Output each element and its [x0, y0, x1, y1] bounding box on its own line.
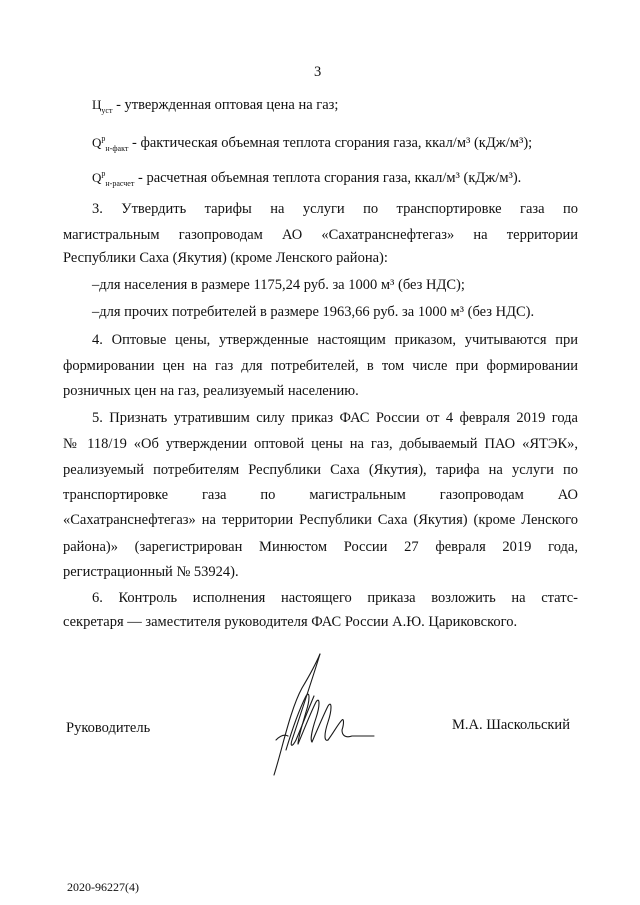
- definition-superscript: р: [101, 169, 106, 179]
- signatory-title: Руководитель: [66, 720, 151, 736]
- document-code: 2020-96227(4): [67, 880, 139, 894]
- item5-line: регистрационный № 53924).: [63, 564, 239, 580]
- item5-line: реализуемый потребителям Республики Саха (Якутия), тарифа на услуги по: [63, 462, 578, 478]
- item4-line: формировании цен на газ для потребителей, в том числе при формировании: [63, 358, 578, 374]
- definition-calc-heat: [92, 169, 521, 187]
- signatory-name: М.А. Шаскольский: [452, 717, 570, 733]
- definition-text: - расчетная объемная теплота сгорания газа, ккал/м³ (кДж/м³).: [134, 170, 522, 186]
- definition-subscript: н-расчет: [105, 178, 135, 188]
- item5-line: 5. Признать утратившим силу приказ ФАС России от 4 февраля 2019 года: [92, 410, 578, 426]
- item3-line: магистральным газопроводам АО «Сахатранснефтегаз» на территории: [63, 227, 578, 243]
- item3-bullet: –для населения в размере 1175,24 руб. за 1000 м³ (без НДС);: [92, 277, 465, 293]
- item6-line: секретаря — заместителя руководителя ФАС России А.Ю. Цариковского.: [63, 614, 518, 630]
- definition-symbol: Ц: [92, 97, 102, 112]
- definition-superscript: р: [101, 134, 106, 144]
- item6-line: 6. Контроль исполнения настоящего приказа возложить на статс-: [92, 590, 578, 606]
- definition-symbol: Q: [92, 170, 102, 185]
- definition-subscript: уст: [101, 105, 113, 115]
- definition-text: - утвержденная оптовая цена на газ;: [112, 97, 339, 113]
- item3-line: 3. Утвердить тарифы на услуги по транспортировке газа по: [92, 201, 578, 217]
- item5-line: № 118/19 «Об утверждении оптовой цены на газ, добываемый ПАО «ЯТЭК»,: [63, 436, 578, 452]
- item5-line: района)» (зарегистрирован Минюстом России 27 февраля 2019 года,: [63, 539, 578, 555]
- definition-price: [92, 96, 338, 114]
- handwritten-signature: [262, 640, 382, 790]
- definition-subscript: н-факт: [105, 143, 129, 153]
- item5-line: транспортировке газа по магистральным газопроводам АО: [63, 487, 578, 503]
- item4-line: 4. Оптовые цены, утвержденные настоящим приказом, учитываются при: [92, 332, 578, 348]
- page-number: 3: [314, 64, 322, 80]
- item3-line: Республики Саха (Якутия) (кроме Ленского района):: [63, 250, 388, 266]
- definition-actual-heat: [92, 134, 532, 152]
- item4-line: розничных цен на газ, реализуемый населению.: [63, 383, 359, 399]
- item3-bullet: –для прочих потребителей в размере 1963,66 руб. за 1000 м³ (без НДС).: [92, 304, 535, 320]
- definition-symbol: Q: [92, 135, 102, 150]
- item5-line: «Сахатранснефтегаз» на территории Республики Саха (Якутия) (кроме Ленского: [63, 512, 578, 528]
- definition-text: - фактическая объемная теплота сгорания газа, ккал/м³ (кДж/м³);: [128, 135, 533, 151]
